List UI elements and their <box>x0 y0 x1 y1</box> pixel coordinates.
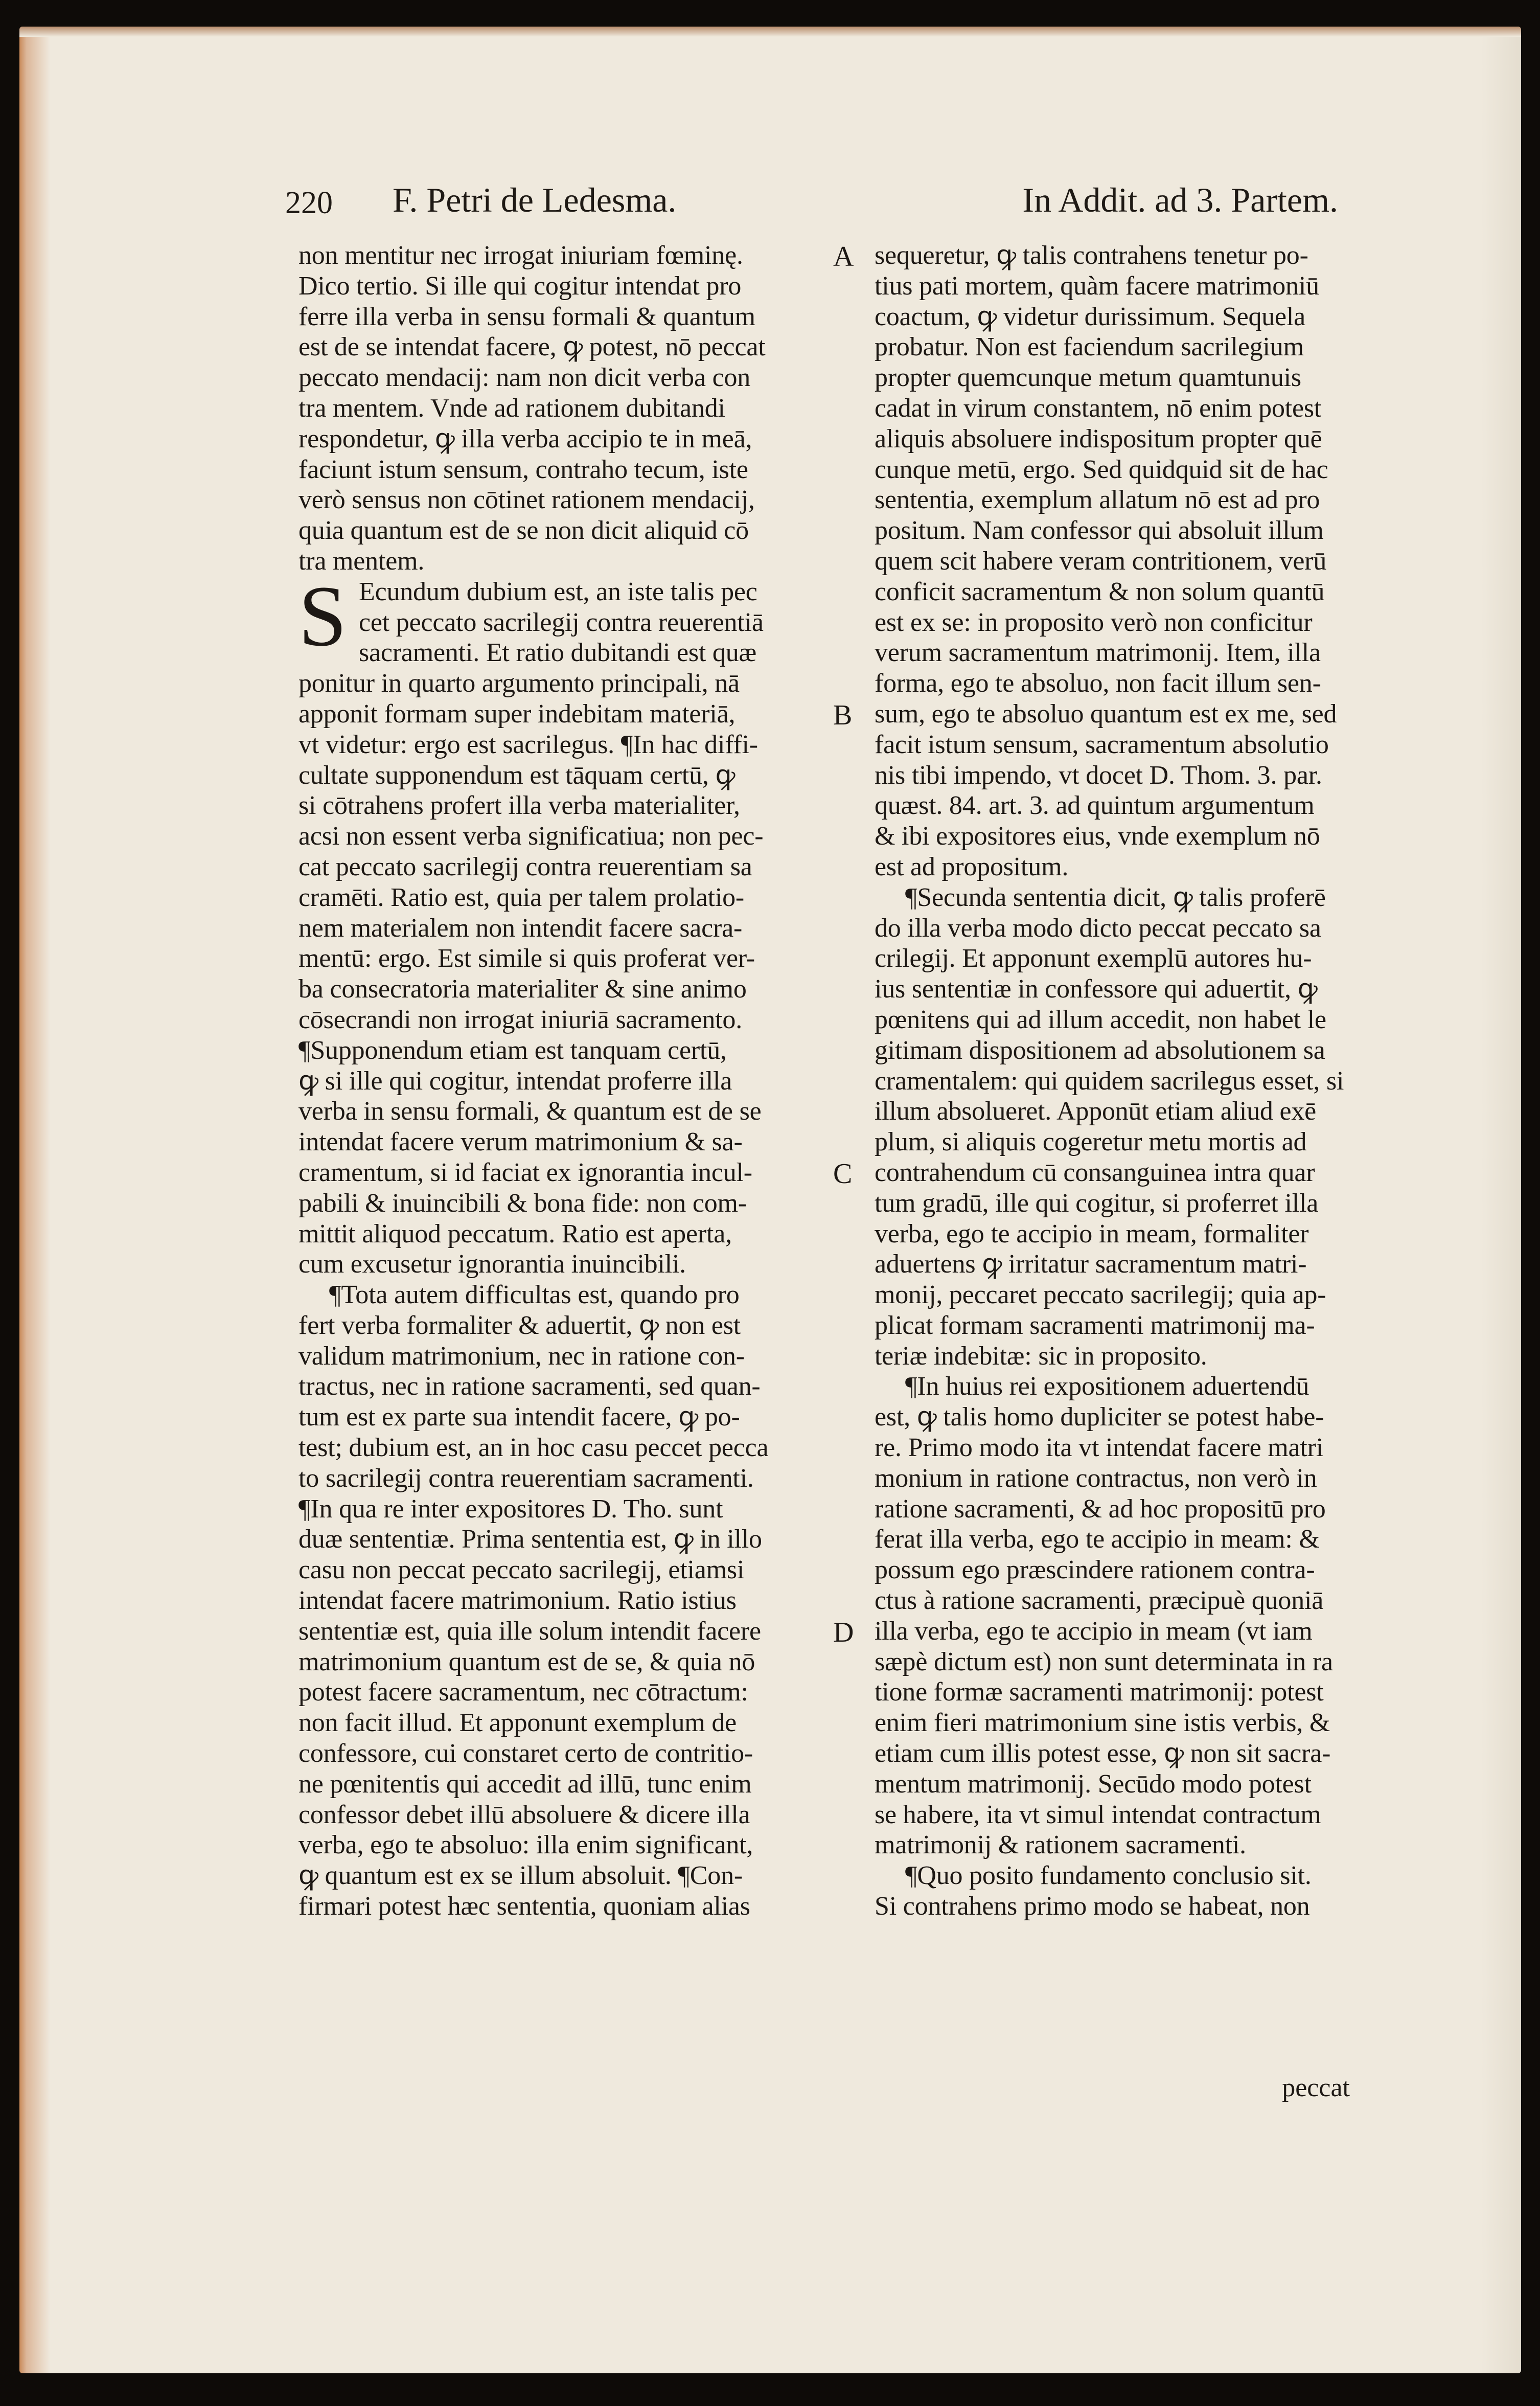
margin-letter-c: C <box>833 1158 853 1190</box>
margin-letter-a: A <box>833 241 854 273</box>
text-line: cadat in virum constantem, nō enim potest <box>875 393 1322 423</box>
text-line: conficit sacramentum & non solum quantū <box>875 577 1325 606</box>
text-line: tractus, nec in ratione sacramenti, sed quan- <box>298 1372 761 1401</box>
text-line: tius pati mortem, quàm facere matrimoniū <box>875 271 1319 301</box>
text-line: matrimonium quantum est de se, & quia nō <box>298 1647 755 1676</box>
text-line: facit istum sensum, sacramentum absolutio <box>875 730 1329 759</box>
text-line: verum sacramentum matrimonij. Item, illa <box>875 638 1321 668</box>
text-line: gitimam dispositionem ad absolutionem sa <box>875 1035 1325 1065</box>
text-line: cum excusetur ignorantia inuincibili. <box>298 1250 686 1279</box>
text-line: sæpè dictum est) non sunt determinata in ra <box>875 1647 1333 1676</box>
text-line: sum, ego te absoluo quantum est ex me, sed <box>875 699 1337 729</box>
text-line: propter quemcunque metum quamtunuis <box>875 363 1301 393</box>
running-head-author: F. Petri de Ledesma. <box>393 180 677 219</box>
text-line: ius sententiæ in confessore qui aduertit, ꝙ <box>875 974 1318 1004</box>
text-line: illum absolueret. Apponūt etiam aliud exē <box>875 1097 1317 1126</box>
text-line: sequeretur, ꝙ talis contrahens tenetur po- <box>875 241 1308 270</box>
page-edge-shadow <box>19 27 1521 37</box>
text-line: forma, ego te absoluo, non facit illum sen- <box>875 669 1321 698</box>
text-line: tum est ex parte sua intendit facere, ꝙ po- <box>298 1402 740 1432</box>
text-line: est ad propositum. <box>875 852 1069 881</box>
text-line: respondetur, ꝙ illa verba accipio te in meā, <box>298 424 752 453</box>
text-line: se habere, ita vt simul intendat contractum <box>875 1800 1321 1829</box>
text-line: ¶Supponendum etiam est tanquam certū, <box>298 1035 727 1065</box>
text-line: faciunt istum sensum, contraho tecum, iste <box>298 455 748 484</box>
text-line: confessor debet illū absoluere & dicere illa <box>298 1800 750 1829</box>
text-line: vt videtur: ergo est sacrilegus. ¶In hac diffi- <box>298 730 758 759</box>
text-line: verò sensus non cōtinet rationem mendacij, <box>298 485 755 515</box>
text-line: re. Primo modo ita vt intendat facere matri <box>875 1433 1323 1463</box>
text-line: cramēti. Ratio est, quia per talem prolatio- <box>298 882 745 912</box>
text-line: illa verba, ego te accipio in meam (vt iam <box>875 1616 1313 1646</box>
text-line: coactum, ꝙ videtur durissimum. Sequela <box>875 302 1306 331</box>
text-line: tione formæ sacramenti matrimonij: potest <box>875 1677 1324 1707</box>
text-line: tra mentem. <box>298 546 425 576</box>
text-line: casu non peccat peccato sacrilegij, etiamsi <box>298 1555 745 1585</box>
page-number: 220 <box>285 186 333 220</box>
text-line: cōsecrandi non irrogat iniuriā sacramento. <box>298 1005 743 1034</box>
text-line: intendat facere verum matrimonium & sa- <box>298 1127 743 1157</box>
text-line: teriæ indebitæ: sic in proposito. <box>875 1341 1207 1371</box>
text-line: est de se intendat facere, ꝙ potest, nō peccat <box>298 332 766 362</box>
text-line: monium in ratione contractus, non verò in <box>875 1463 1317 1493</box>
text-line: ꝙ si ille qui cogitur, intendat proferre illa <box>298 1066 732 1096</box>
text-line: ꝙ quantum est ex se illum absoluit. ¶Con- <box>298 1861 743 1891</box>
text-line: tra mentem. Vnde ad rationem dubitandi <box>298 393 725 423</box>
text-line: cunque metū, ergo. Sed quidquid sit de hac <box>875 455 1328 484</box>
text-line: cet peccato sacrilegij contra reuerentiā <box>359 607 764 637</box>
text-line: pœnitens qui ad illum accedit, non habet le <box>875 1005 1326 1034</box>
text-line: mittit aliquod peccatum. Ratio est aperta, <box>298 1219 732 1249</box>
text-line: ¶Quo posito fundamento conclusio sit. <box>905 1861 1312 1891</box>
text-line: ¶In huius rei expositionem aduertendū <box>905 1372 1309 1401</box>
text-line: peccato mendacij: nam non dicit verba con <box>298 363 751 393</box>
margin-letter-d: D <box>833 1617 854 1648</box>
text-line: non mentitur nec irrogat iniuriam fœminę. <box>298 241 743 270</box>
text-line: validum matrimonium, nec in ratione con- <box>298 1341 745 1371</box>
text-line: potest facere sacramentum, nec cōtractum: <box>298 1677 748 1707</box>
text-line: test; dubium est, an in hoc casu peccet pecca <box>298 1433 769 1463</box>
text-line: sacramenti. Et ratio dubitandi est quæ <box>359 638 756 668</box>
drop-cap: S <box>298 568 347 664</box>
text-line: contrahendum cū consanguinea intra quar <box>875 1157 1315 1187</box>
text-line: etiam cum illis potest esse, ꝙ non sit sacra- <box>875 1739 1331 1768</box>
text-line: duæ sententiæ. Prima sententia est, ꝙ in illo <box>298 1525 762 1554</box>
text-line: fert verba formaliter & aduertit, ꝙ non est <box>298 1310 741 1340</box>
text-line: cramentum, si id faciat ex ignorantia incul- <box>298 1157 752 1187</box>
right-column <box>875 240 1406 1922</box>
text-line: ratione sacramenti, & ad hoc propositū pro <box>875 1494 1326 1524</box>
running-head-section: In Addit. ad 3. Partem. <box>1022 180 1338 219</box>
text-line: ba consecratoria materialiter & sine animo <box>298 974 747 1004</box>
text-line: pabili & inuincibili & bona fide: non com- <box>298 1188 747 1218</box>
text-line: plum, si aliquis cogeretur metu mortis ad <box>875 1127 1307 1157</box>
text-line: Dico tertio. Si ille qui cogitur intendat pro <box>298 271 742 301</box>
text-line: Ecundum dubium est, an iste talis pec <box>359 577 757 606</box>
text-line: do illa verba modo dicto peccat peccato sa <box>875 913 1321 943</box>
margin-letter-b: B <box>833 699 853 731</box>
text-line: ¶In qua re inter expositores D. Tho. sunt <box>298 1494 723 1524</box>
text-line: quem scit habere veram contritionem, verū <box>875 546 1327 576</box>
catchword: peccat <box>1282 2073 1350 2102</box>
text-line: firmari potest hæc sententia, quoniam alias <box>298 1892 750 1921</box>
running-head <box>285 180 1338 236</box>
text-line: enim fieri matrimonium sine istis verbis, & <box>875 1708 1330 1738</box>
text-line: si cōtrahens profert illa verba materialiter, <box>298 791 740 821</box>
text-line: ¶Secunda sententia dicit, ꝙ talis proferē <box>905 882 1326 912</box>
text-line: cramentalem: qui quidem sacrilegus esset, si <box>875 1066 1344 1096</box>
book-page <box>19 27 1521 2373</box>
text-line: sententia, exemplum allatum nō est ad pro <box>875 485 1320 515</box>
text-line: est ex se: in proposito verò non conficitur <box>875 607 1313 637</box>
text-line: ferre illa verba in sensu formali & quantum <box>298 302 755 331</box>
text-line: crilegij. Et apponunt exemplū autores hu- <box>875 944 1312 973</box>
text-line: nis tibi impendo, vt docet D. Thom. 3. par. <box>875 760 1322 790</box>
text-line: mentum matrimonij. Secūdo modo potest <box>875 1769 1312 1799</box>
text-line: ne pœnitentis qui accedit ad illū, tunc enim <box>298 1769 752 1799</box>
text-line: matrimonij & rationem sacramenti. <box>875 1830 1246 1860</box>
text-line: tum gradū, ille qui cogitur, si proferret illa <box>875 1188 1319 1218</box>
text-line: monij, peccaret peccato sacrilegij; quia ap- <box>875 1280 1326 1310</box>
text-line: verba, ego te absoluo: illa enim significant, <box>298 1830 753 1860</box>
text-line: positum. Nam confessor qui absoluit illum <box>875 516 1324 546</box>
text-line: to sacrilegij contra reuerentiam sacramenti. <box>298 1463 754 1493</box>
text-line: acsi non essent verba significatiua; non pec- <box>298 822 764 851</box>
text-line: intendat facere matrimonium. Ratio istius <box>298 1586 737 1616</box>
text-line: ferat illa verba, ego te accipio in meam: & <box>875 1525 1320 1554</box>
text-line: & ibi expositores eius, vnde exemplum nō <box>875 822 1320 851</box>
text-line: nem materialem non intendit facere sacra- <box>298 913 743 943</box>
text-line: ponitur in quarto argumento principali, nā <box>298 669 740 698</box>
text-line: plicat formam sacramenti matrimonij ma- <box>875 1310 1315 1340</box>
text-line: mentū: ergo. Est simile si quis proferat ver- <box>298 944 755 973</box>
text-line: verba in sensu formali, & quantum est de se <box>298 1097 762 1126</box>
text-line: Si contrahens primo modo se habeat, non <box>875 1892 1310 1921</box>
text-line: ctus à ratione sacramenti, præcipuè quoniā <box>875 1586 1324 1616</box>
text-line: probatur. Non est faciendum sacrilegium <box>875 332 1304 362</box>
left-column <box>298 240 835 1922</box>
text-line: ¶Tota autem difficultas est, quando pro <box>329 1280 740 1310</box>
text-line: est, ꝙ talis homo dupliciter se potest habe- <box>875 1402 1324 1432</box>
text-line: quæst. 84. art. 3. ad quintum argumentum <box>875 791 1315 821</box>
text-line: confessore, cui constaret certo de contritio- <box>298 1739 753 1768</box>
text-line: cat peccato sacrilegij contra reuerentiam sa <box>298 852 752 881</box>
text-line: aliquis absoluere indispositum propter quē <box>875 424 1322 453</box>
text-line: quia quantum est de se non dicit aliquid cō <box>298 516 749 546</box>
text-line: non facit illud. Et apponunt exemplum de <box>298 1708 737 1738</box>
text-line: aduertens ꝙ irritatur sacramentum matri- <box>875 1250 1307 1279</box>
text-line: possum ego præscindere rationem contra- <box>875 1555 1315 1585</box>
text-line: cultate supponendum est tāquam certū, ꝙ <box>298 760 735 790</box>
text-line: apponit formam super indebitam materiā, <box>298 699 735 729</box>
text-line: verba, ego te accipio in meam, formaliter <box>875 1219 1309 1249</box>
text-line: sententiæ est, quia ille solum intendit facere <box>298 1616 761 1646</box>
